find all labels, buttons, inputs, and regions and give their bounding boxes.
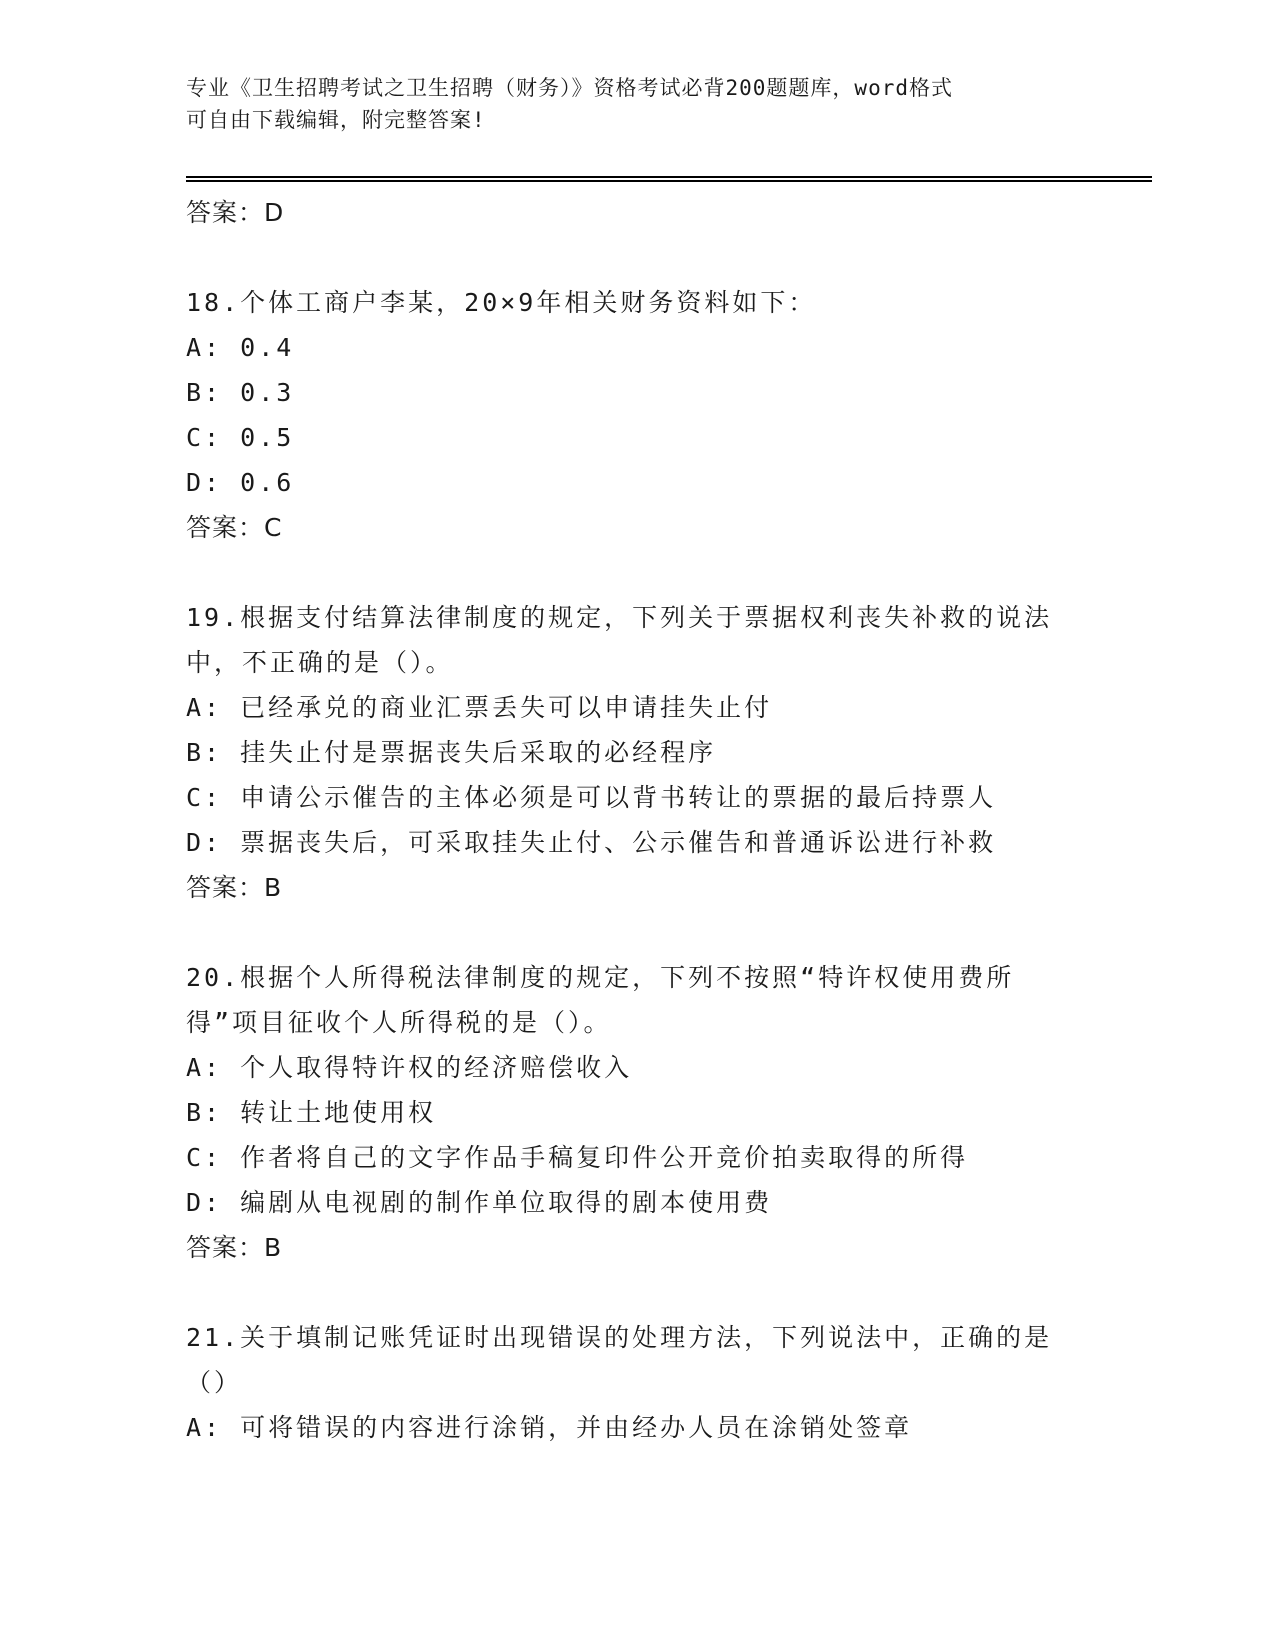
header-line-2: 可自由下载编辑，附完整答案! xyxy=(186,108,486,132)
option-b: B: 0.3 xyxy=(186,378,295,407)
question-text: 18.个体工商户李某，20×9年相关财务资料如下： xyxy=(186,288,817,317)
option-a: A: 个人取得特许权的经济赔偿收入 xyxy=(186,1053,633,1082)
answer-line: 答案：B xyxy=(186,1233,283,1262)
document-body xyxy=(186,190,1086,1450)
option-c: C: 申请公示催告的主体必须是可以背书转让的票据的最后持票人 xyxy=(186,783,997,812)
header-line-1: 专业《卫生招聘考试之卫生招聘（财务）》资格考试必背200题题库，word格式 xyxy=(186,76,953,100)
question-text: 21.关于填制记账凭证时出现错误的处理方法，下列说法中，正确的是（） xyxy=(186,1323,1053,1397)
option-d: D: 票据丧失后，可采取挂失止付、公示催告和普通诉讼进行补救 xyxy=(186,828,997,857)
answer-line: 答案：B xyxy=(186,873,283,902)
option-a: A: 已经承兑的商业汇票丢失可以申请挂失止付 xyxy=(186,693,773,722)
option-c: C: 0.5 xyxy=(186,423,295,452)
answer-line: 答案：D xyxy=(186,198,285,227)
question-20 xyxy=(186,955,1086,1271)
document-header xyxy=(186,72,1086,136)
option-d: D: 0.6 xyxy=(186,468,295,497)
answer-line: 答案：C xyxy=(186,513,283,542)
option-a: A: 0.4 xyxy=(186,333,295,362)
question-21 xyxy=(186,1315,1086,1450)
question-18 xyxy=(186,280,1086,551)
option-d: D: 编剧从电视剧的制作单位取得的剧本使用费 xyxy=(186,1188,773,1217)
question-text: 20.根据个人所得税法律制度的规定，下列不按照“特许权使用费所得”项目征收个人所得税的是（）。 xyxy=(186,963,1015,1037)
option-b: B: 挂失止付是票据丧失后采取的必经程序 xyxy=(186,738,717,767)
option-a: A: 可将错误的内容进行涂销，并由经办人员在涂销处签章 xyxy=(186,1413,913,1442)
header-divider-bottom xyxy=(186,180,1152,182)
question-19 xyxy=(186,595,1086,911)
option-b: B: 转让土地使用权 xyxy=(186,1098,437,1127)
question-text: 19.根据支付结算法律制度的规定，下列关于票据权利丧失补救的说法中，不正确的是（）。 xyxy=(186,603,1053,677)
option-c: C: 作者将自己的文字作品手稿复印件公开竞价拍卖取得的所得 xyxy=(186,1143,969,1172)
header-divider-top xyxy=(186,176,1152,178)
